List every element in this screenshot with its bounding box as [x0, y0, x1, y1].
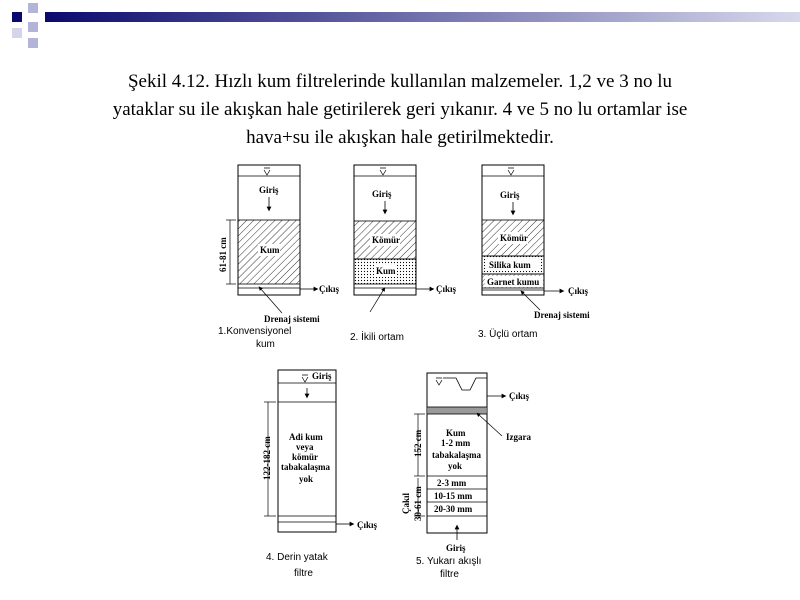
filter-5-outlet-label: Çıkış — [509, 391, 530, 401]
filter-1-sand-label: Kum — [260, 245, 280, 255]
filter-4-media-line-5: yok — [299, 474, 314, 484]
filter-5-gravel-label: Çakıl — [401, 492, 411, 514]
filter-5-water-symbol — [436, 378, 442, 385]
filter-3-outlet-label: Çıkış — [568, 286, 589, 296]
filter-5-grate — [427, 407, 487, 414]
filter-2-outlet-label: Çıkış — [436, 284, 457, 294]
filter-5-overflow-trough — [443, 378, 487, 390]
filter-5-grate-pointer — [478, 414, 502, 436]
filter-1-drain-pointer — [260, 288, 282, 313]
filter-5-gravel-size-1: 2-3 mm — [437, 478, 467, 488]
filter-4-outlet-label: Çıkış — [357, 520, 378, 530]
filter-5-gravel-depth-label: 30-61 cm — [413, 486, 423, 521]
filter-3-coal-label: Kömür — [500, 233, 528, 243]
filter-3-garnet-label: Garnet kumu — [487, 277, 540, 287]
filter-4-media-line-3: kömür — [292, 452, 319, 462]
filter-4-caption-line-1: 4. Derin yatak — [266, 552, 328, 563]
filter-1-drain-label: Drenaj sistemi — [264, 314, 320, 324]
filter-3-triple-media — [478, 165, 590, 340]
filter-4-media-line-4: tabakalaşma — [281, 462, 331, 472]
filter-2-coal-label: Kömür — [372, 235, 400, 245]
filter-3-drain-label: Drenaj sistemi — [534, 310, 590, 320]
filter-4-deep-bed — [262, 370, 378, 579]
filter-1-caption-line-1: 1.Konvensiyonel — [218, 326, 292, 337]
filter-4-caption-line-2: filtre — [294, 568, 313, 579]
filter-2-drain-pointer — [370, 289, 384, 312]
filter-1-depth-label: 61-81 cm — [218, 237, 228, 272]
filter-2-caption: 2. İkili ortam — [350, 332, 404, 343]
filter-2-dual-media — [350, 165, 457, 343]
filter-5-depth-top-label: 152 cm — [413, 429, 423, 457]
filter-5-gravel-size-2: 10-15 mm — [434, 491, 473, 501]
title-line-1: Şekil 4.12. Hızlı kum filtrelerinde kullanılan malzemeler. 1,2 ve 3 no lu — [127, 71, 672, 92]
filter-3-silica-label: Silika kum — [489, 260, 531, 270]
filter-5-sand-line-2: 1-2 mm — [441, 438, 471, 448]
filter-5-upflow — [401, 373, 531, 580]
filter-5-caption-line-2: filtre — [440, 569, 459, 580]
filter-1-conventional-sand — [218, 165, 340, 350]
filter-3-caption: 3. Üçlü ortam — [478, 329, 538, 340]
filter-4-media-line-2: veya — [296, 442, 314, 452]
filter-1-outlet-label: Çıkış — [319, 284, 340, 294]
filter-4-water-symbol — [302, 375, 308, 382]
filter-5-inlet-label: Giriş — [446, 543, 466, 553]
filter-4-inlet-label: Giriş — [312, 371, 332, 381]
filter-3-inlet-label: Giriş — [500, 190, 520, 200]
filter-5-grate-label: Izgara — [506, 432, 531, 442]
filter-4-media-line-1: Adi kum — [289, 432, 323, 442]
filter-5-gravel-size-3: 20-30 mm — [434, 504, 473, 514]
filter-2-sand-label: Kum — [376, 266, 396, 276]
filter-4-depth-label: 122-182 cm — [262, 436, 272, 480]
filter-1-inlet-label: Giriş — [259, 185, 279, 195]
filter-5-sand-line-1: Kum — [446, 428, 466, 438]
title-line-3: hava+su ile akışkan hale getirilmektedir. — [246, 127, 554, 148]
filter-1-caption-line-2: kum — [256, 339, 275, 350]
filter-5-sand-line-3: tabakalaşma — [432, 450, 482, 460]
filter-5-sand-line-4: yok — [448, 461, 463, 471]
title-line-2: yataklar su ile akışkan hale getirilerek geri yıkanır. 4 ve 5 no lu ortamlar ise — [112, 99, 688, 120]
filter-5-caption-line-1: 5. Yukarı akışlı — [416, 556, 482, 567]
filter-2-inlet-label: Giriş — [372, 189, 392, 199]
filter-3-water-symbol — [508, 168, 514, 175]
filter-2-water-symbol — [380, 168, 386, 175]
filter-1-water-symbol — [264, 168, 270, 175]
